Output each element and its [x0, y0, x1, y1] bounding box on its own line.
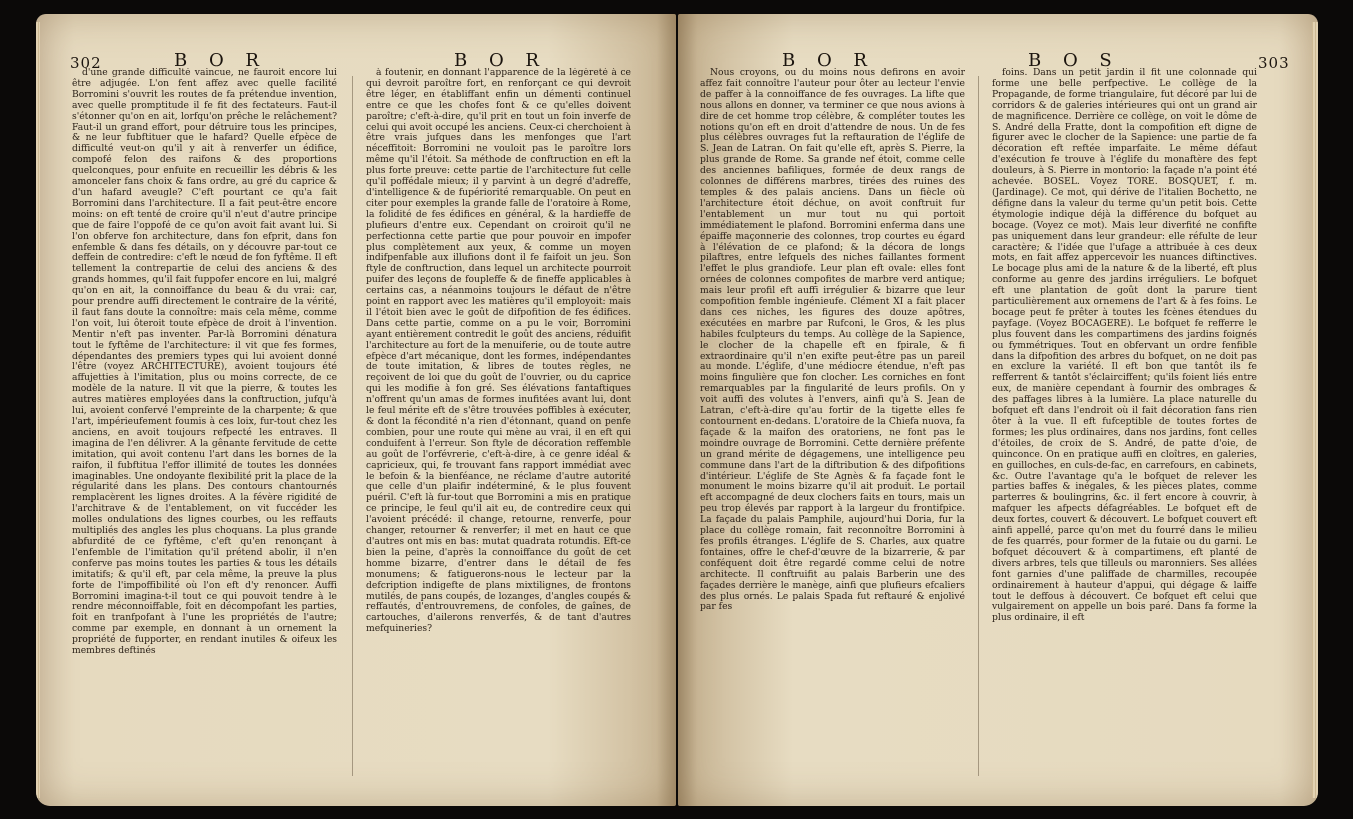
column-text: Nous croyons, ou du moins nous defirons en avoir affez fait connoître l'auteur pour ôter au lecteur l'envie de paffer à la connoiffance de fes ouvrages. La lifte que nous allons en donner, va terminer ce que nous avions à dire de cet homme trop célèbre, & compléter toutes les notions qu'on eft en droit d'attendre de nous. Un de fes plus célèbres ouvrages fut la reftauration de l'églife de S. Jean de Latran. On fait qu'elle eft, après S. Pierre, la plus grande de Rome. Sa grande nef étoit, comme celle des anciennes bafiliques, formée de deux rangs de colonnes de différens marbres, tirées des ruines des temples & des palais anciens. Dans un fiècle où l'architecture étoit déchue, on avoit conftruit fur l'entablement un mur tout nu qui portoit immédiatement le plafond. Borromini enferma dans une épaiffe maçonnerie des colonnes, trop courtes eu égard à l'élévation de ce plafond; & la décora de longs pilaftres, entre lefquels des niches faillantes forment l'effet le plus grandiofe. Leur plan eft ovale: elles font ornées de colonnes compofites de marbre verd antique; mais leur profil eft auffi irrégulier & bizarre que leur compofition femble ingénieufe. Clément XI a fait placer dans ces niches, les figures des douze apôtres, exécutées en marbre par Rufconi, le Gros, & les plus habiles fculpteurs du temps. Au collège de la Sapience, le clocher de la chapelle eft en fpirale, & fi extraordinaire qu'il n'en exifte peut-être pas un pareil au monde. L'églife, d'une médiocre étendue, n'eft pas moins fingulière que fon clocher. Les corniches en font remarquables par la fingularité de leurs profils. On y voit auffi des volutes à l'envers, ainfi qu'à S. Jean de Latran, c'eft-à-dire qu'au fortir de la tigette elles fe contournent en-dedans. L'oratoire de la Chiefa nuova, fa façade & la maifon des oratoriens, ne font pas le moindre ouvrage de Borromini. Cette dernière préfente un grand mérite de dégagemens, une intelligence peu commune dans l'art de la diftribution & des difpofitions d'intérieur. L'églife de Ste Agnès & fa façade font le monument le moins bizarre qu'il ait produit. Le portail eft accompagné de deux clochers faits en tours, mais un peu trop élevés par rapport à la largeur du frontifpice. La façade du palais Pamphile, aujourd'hui Doria, fur la place du collège romain, fait reconnoître Borromini à fes profils étranges. L'églife de S. Charles, aux quatre fontaines, offre le chef-d'œuvre de la bizarrerie, & par conféquent doit être regardé comme celui de notre architecte. Il conftruifit au palais Barberin une des façades derrière le manège, ainfi que plufieurs efcaliers des plus ornés. Le palais Spada fut reftauré & enjolivé par fes	[700, 68, 965, 613]
right-page	[678, 14, 1318, 806]
running-head: B O R	[174, 50, 267, 71]
column-rule	[978, 76, 979, 776]
running-head: B O R	[454, 50, 547, 71]
open-book	[36, 14, 1324, 810]
column-text: d'une grande difficulté vaincue, ne fauroit encore lui être adjugée. L'on fent affez avec quelle facilité Borromini s'ouvrit les routes de fa prétendue invention, avec quelle promptitude il fe fit des fectateurs. Faut-il s'étonner qu'on en ait, lorfqu'on prêche le relâchement? Faut-il un grand effort, pour détruire tous les principes, & ne leur fubftituer que le hafard? Quelle efpèce de difficulté veut-on qu'il y ait à renverfer un édifice, compofé felon des raifons & des proportions quelconques, pour enfuite en recueillir les débris & les amonceler fans choix & fans ordre, au gré du caprice & d'un hafard aveugle? C'eft pourtant ce qu'a fait Borromini dans l'architecture. Il a fait peut-être encore moins: on eft tenté de croire qu'il n'eut d'autre principe que de faire l'oppofé de ce qu'on avoit fait avant lui. Si l'on obferve fon architecture, dans fon efprit, dans fon enfemble & dans fes détails, on y découvre par-tout ce deffein de contredire: c'eft le nœud de fon fyftême. Il eft tellement la contrepartie de celui des anciens & des grands hommes, qu'il fait fuppofer encore en lui, malgré qu'on en ait, la connoiffance du beau & du vrai: car, pour prendre auffi directement le contraire de la vérité, il faut fans doute la connoître: mais cela même, comme l'on voit, lui ôteroit toute efpèce de droit à l'invention. Mentir n'eft pas inventer. Par-là Borromini dénatura tout le fyftême de l'architecture: il vit que fes formes, dépendantes des premiers types qui lui avoient donné l'être (voyez ARCHITECTURE), avoient toujours été affujetties à l'imitation, plus ou moins correcte, de ce modèle de la nature. Il vit que la pierre, & toutes les autres matières employées dans la conftruction, jufqu'à lui, avoient confervé l'empreinte de la charpente; & que l'art, impérieufement foumis à ces loix, fur-tout chez les anciens, en avoit toujours refpecté les entraves. Il imagina de l'en délivrer. A la gênante fervitude de cette imitation, qui avoit contenu l'art dans les bornes de la raifon, il fubftitua l'effor illimité de toutes les données imaginables. Une ondoyante flexibilité prit la place de la régularité dans les plans. Des contours chantournés remplacèrent les lignes droites. A la févère rigidité de l'architrave & de l'entablement, on vit fuccéder les molles ondulations des lignes courbes, ou les reffauts multipliés des angles les plus choquans. La plus grande abfurdité de ce fyftême, c'eft qu'en renonçant à l'enfemble de l'imitation qu'il prétend abolir, il n'en conferve pas moins toutes les parties & tous les détails imitatifs; & qu'il eft, par cela même, la preuve la plus forte de l'impoffibilité où l'on eft d'y renoncer. Auffi Borromini imagina-t-il tout ce qui pouvoit tendre à le rendre méconnoiffable, foit en décompofant les parties, foit en tranfpofant à l'une les propriétés de l'autre; comme par exemple, en donnant à un ornement la propriété de fupporter, en rendant inutiles & oifeux les membres deftinés	[72, 68, 337, 657]
column-text: foins. Dans un petit jardin il fit une colonnade qui forme une belle perfpective. Le collège de la Propagande, de forme triangulaire, fut décoré par lui de corridors & de galeries intérieures qui ont un grand air de magnificence. Derrière ce collège, on voit le dôme de S. André della Fratte, dont la compofition eft digne de figurer avec le clocher de la Sapience: une partie de fa décoration eft reftée imparfaite. Le même défaut d'exécution fe trouve à l'églife du monaftère des fept douleurs, à S. Pierre in montorio: la façade n'a point été achevée. BOSEL. Voyez TORE. BOSQUET, f. m. (Jardinage). Ce mot, qui dérive de l'italien Bochetto, ne défigne dans la valeur du terme qu'un petit bois. Cette étymologie indique déjà la différence du bofquet au bocage. (Voyez ce mot). Mais leur diverfité ne confifte pas uniquement dans leur grandeur: elle réfulte de leur caractère; & l'idée que l'ufage a attribuée à ces deux mots, en fait affez appercevoir les nuances diftinctives. Le bocage plus ami de la nature & de la liberté, eft plus conforme au genre des jardins irréguliers. Le bofquet eft une plantation de goût dont la parure tient particulièrement aux ornemens de l'art & à fes foins. Le bocage peut fe prêter à toutes les fcènes étendues du payfage. (Voyez BOCAGERE). Le bofquet fe refferre le plus fouvent dans les compartimens des jardins foignés ou fymmétriques. Tout en obfervant un ordre fenfible dans la difpofition des arbres du bofquet, on ne doit pas en exclure la variété. Il eft bon que tantôt ils fe refferrent & tantôt s'éclairciffent; qu'ils foient liés entre eux, de manière cependant à fournir des ombrages & des paffages libres à la lumière. La place naturelle du bofquet eft dans l'endroit où il fait décoration fans rien ôter à la vue. Il eft fufceptible de toutes fortes de formes; les plus ordinaires, dans nos jardins, font celles d'étoiles, de croix de S. André, de patte d'oie, de quinconce. On en pratique auffi en cloîtres, en galeries, en guilloches, en culs-de-fac, en carrefours, en cabinets, &c. Outre l'avantage qu'a le bofquet de relever les parties baffes & inégales, & les pièces plates, comme parterres & boulingrins, &c. il fert encore à couvrir, à mafquer les afpects défagréables. Le bofquet eft de deux fortes, couvert & découvert. Le bofquet couvert eft ainfi appellé, parce qu'on met du fourré dans le milieu de fes quarrés, pour former de la futaie ou du garni. Le bofquet découvert & à compartimens, eft planté de divers arbres, tels que tilleuls ou maronniers. Ses allées font garnies d'une paliffade de charmilles, recoupée ordinairement à hauteur d'appui, qui dégage & laiffe tout le deffous à découvert. Ce bofquet eft celui que vulgairement on appelle un bois paré. Dans fa forme la plus ordinaire, il eft	[992, 68, 1257, 624]
page-number: 302	[70, 54, 102, 72]
column-text: à foutenir, en donnant l'apparence de la légèreté à ce qui devroit paroître fort, en renforçant ce qui devroit être léger, en établiffant enfin un démenti continuel entre ce que les chofes font & ce qu'elles doivent paroître; c'eft-à-dire, qu'il prit en tout un foin inverfe de celui qui avoit occupé les anciens. Ceux-ci cherchoient à être vrais jufques dans les menfonges que l'art néceffitoit: Borromini ne vouloit pas le paroître lors même qu'il l'étoit. Sa méthode de conftruction en eft la plus forte preuve: cette partie de l'architecture fut celle qu'il poffédale mieux; il y parvint à un degré d'adreffe, d'intelligence & de fupériorité remarquable. On peut en citer pour exemples la grande falle de l'oratoire à Rome, la folidité de fes édifices en général, & la hardieffe de plufieurs d'entre eux. Cependant on croiroit qu'il ne perfectionna cette partie que pour pouvoir en impofer plus complètement aux yeux, & comme un moyen indifpenfable aux illufions dont il fe faifoit un jeu. Son ftyle de conftruction, dans lequel un architecte pourroit puifer des leçons de foupleffe & de fineffe applicables à certains cas, a néanmoins toujours le défaut de n'être point en rapport avec les matières qu'il employoit: mais il l'étoit bien avec le goût de difpofition de fes édifices. Dans cette partie, comme on a pu le voir, Borromini ayant entièrement contredit le goût des anciens, réduifit l'architecture au fort de la menuiferie, ou de toute autre efpèce d'art mécanique, dont les formes, indépendantes de toute imitation, & libres de toutes règles, ne reçoivent de loi que du goût de l'ouvrier, ou du caprice qui les modifie à fon gré. Ses élévations fantaftiques n'offrent qu'un amas de formes inufitées avant lui, dont le feul mérite eft de s'être trouvées poffibles à exécuter, & dont la fécondité n'a rien d'étonnant, quand on penfe combien, pour une route qui mène au vrai, il en eft qui conduifent à l'erreur. Son ftyle de décoration reffemble au goût de l'orfévrerie, c'eft-à-dire, à ce genre idéal & capricieux, qui, fe trouvant fans rapport immédiat avec le befoin & la bienféance, ne réclame d'autre autorité que celle d'un plaifir indéterminé, & le plus fouvent puéril. C'eft là fur-tout que Borromini a mis en pratique ce principe, le feul qu'il ait eu, de contredire ceux qui l'avoient précédé: il change, retourne, renverfe, pour changer, retourner & renverfer; il met en haut ce que d'autres ont mis en bas: mutat quadrata rotundis. Eft-ce bien la peine, d'après la connoiffance du goût de cet homme bizarre, d'entrer dans le détail de fes monumens; & fatiguerons-nous le lecteur par la defcription indigefte de plans mixtilignes, de frontons mutilés, de pans coupés, de lozanges, d'angles coupés & reffautés, d'entrouvremens, de confoles, de gaînes, de cartouches, d'ailerons renverfés, & de tant d'autres mefquineries?	[366, 68, 631, 635]
running-head: B O S	[1028, 50, 1120, 71]
text-column-1	[700, 68, 965, 788]
text-column-2	[366, 68, 631, 788]
text-column-2	[992, 68, 1257, 788]
column-rule	[352, 76, 353, 776]
left-page	[36, 14, 676, 806]
page-edges-left	[36, 22, 40, 798]
text-column-1	[72, 68, 337, 788]
running-head: B O R	[782, 50, 875, 71]
page-number: 303	[1258, 54, 1290, 72]
page-edges-right	[1312, 22, 1318, 798]
